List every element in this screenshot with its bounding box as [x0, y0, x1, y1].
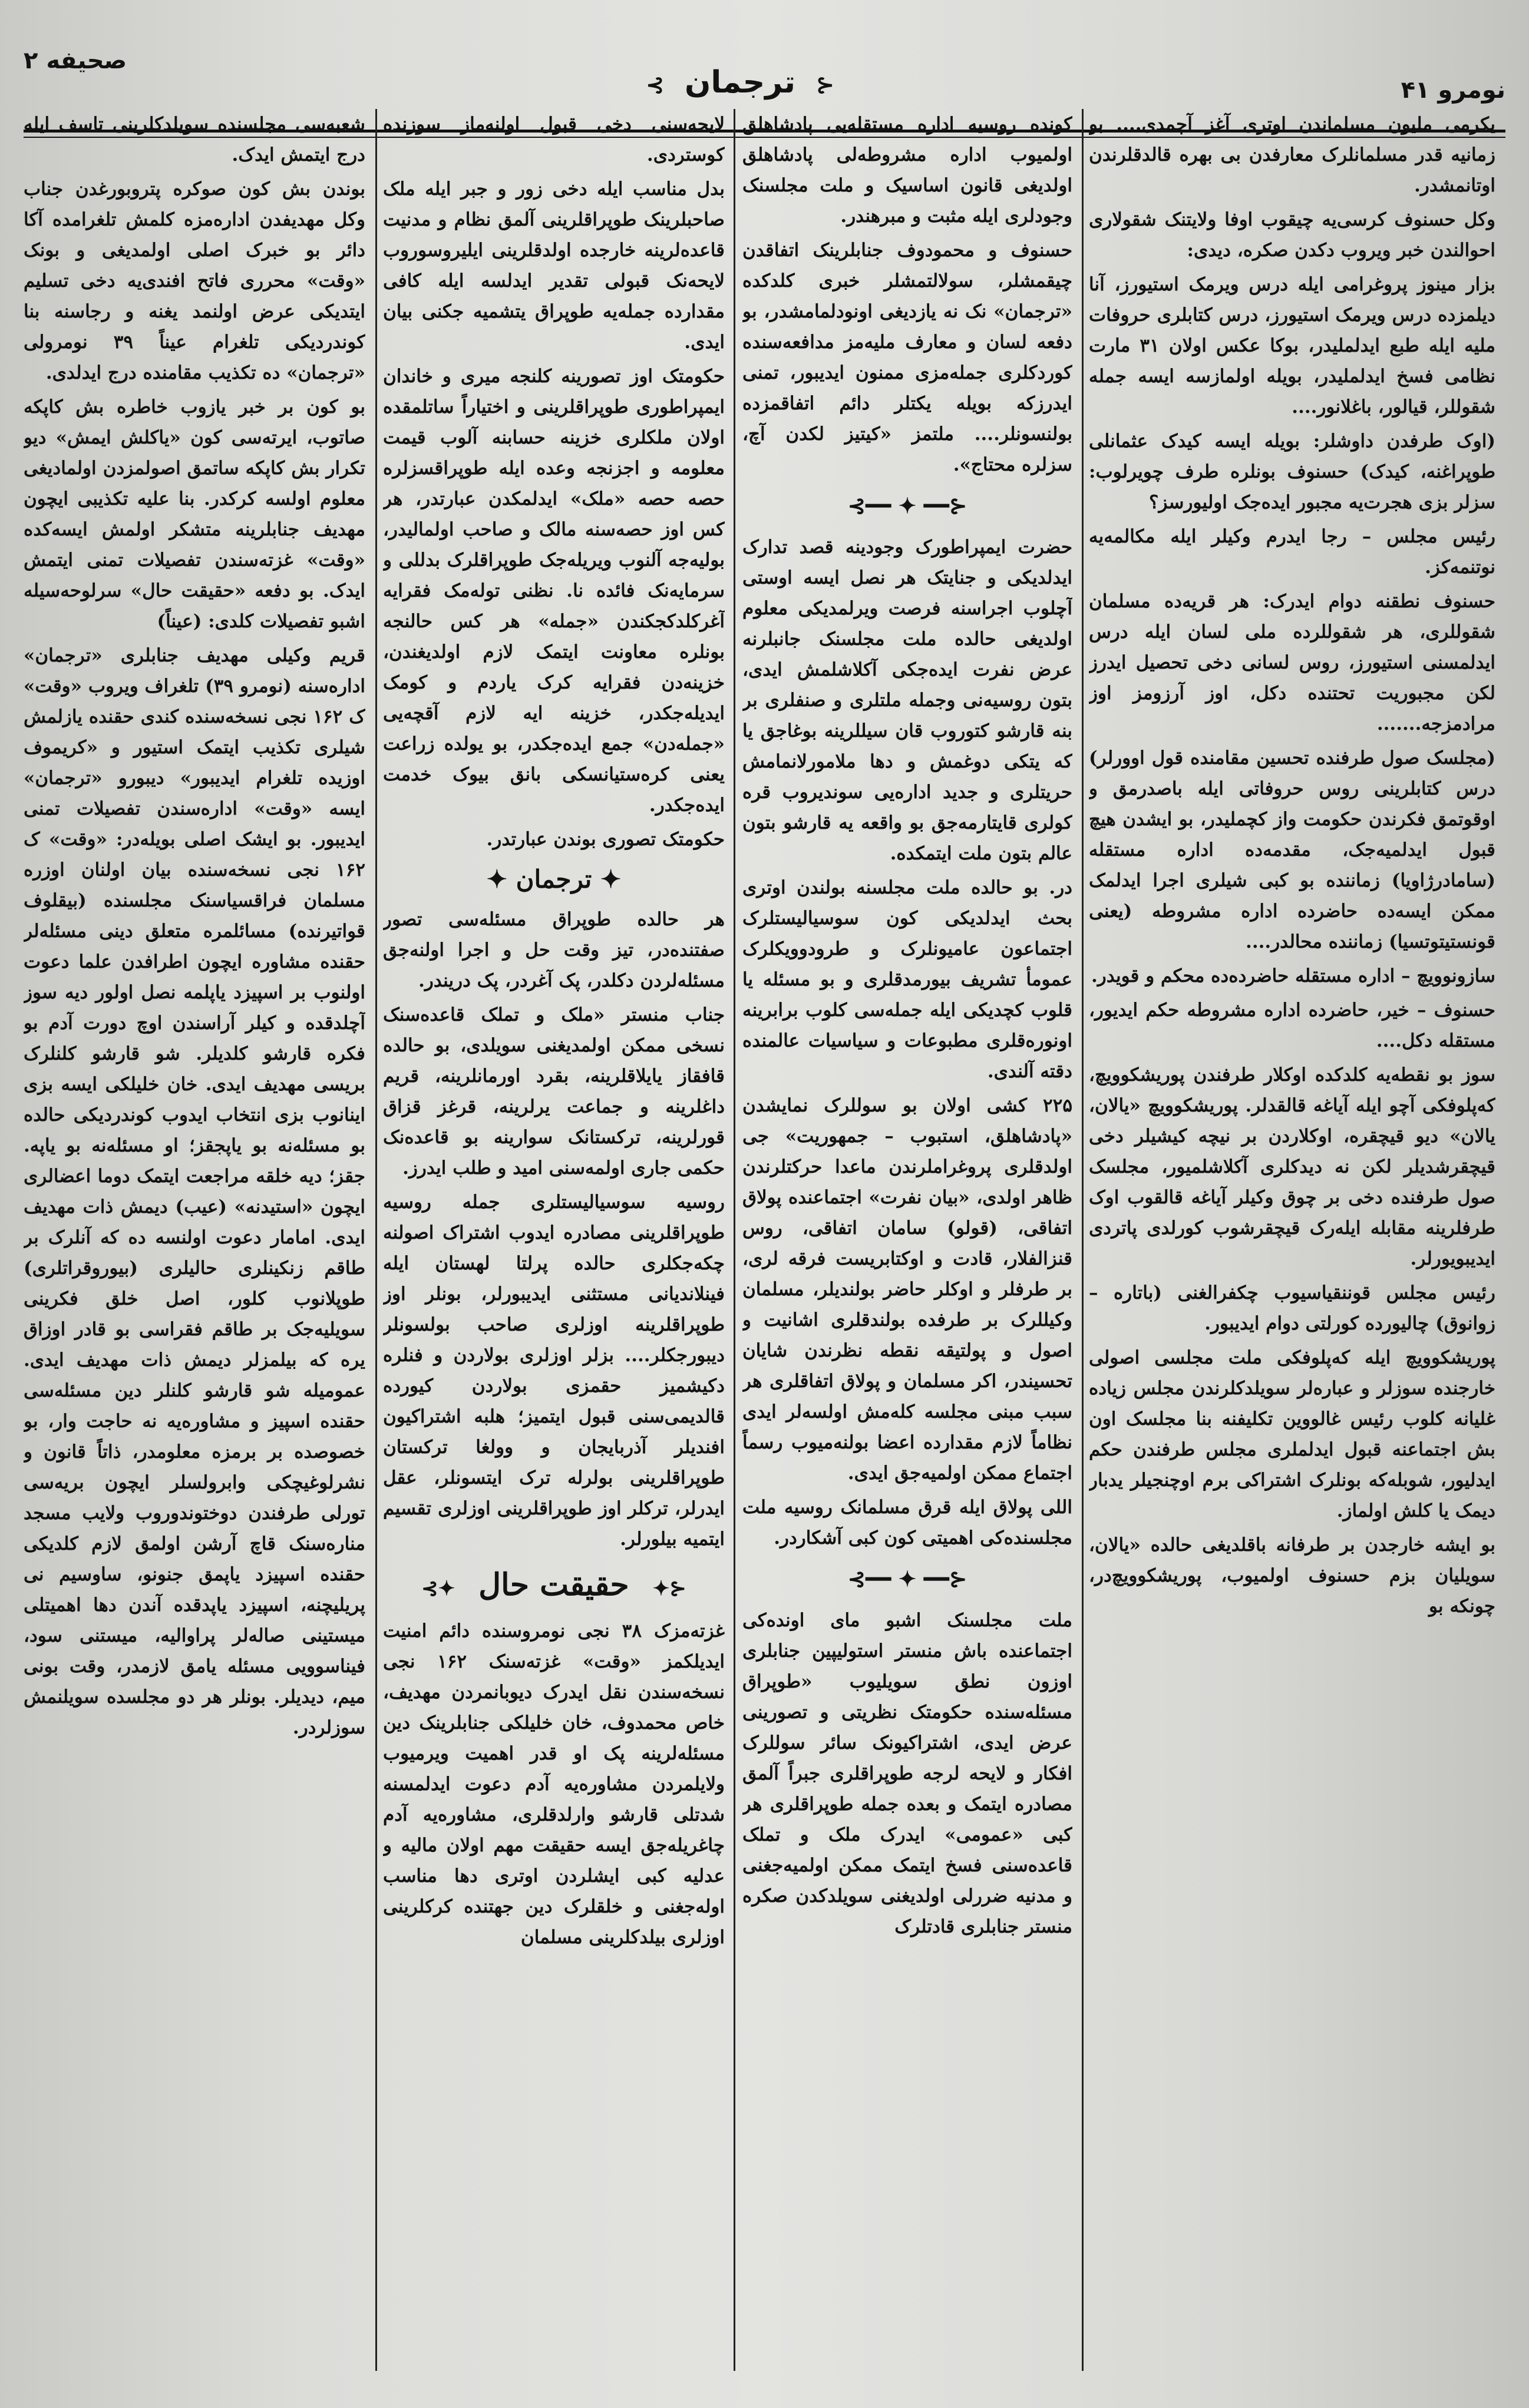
paragraph: پوریشکوویچ ایله که‌پلوفکی ملت مجلسی اصولی خارجنده سوزلر و عبارەلر سویلدکلرندن مجلس زیاده غلیانه کلوب رئیس غالووین تکلیفنه بنا مجلسک اون بش اجتماعنه قبول ایدلملری مجلس طرفندن حکم ایدلیور، شوبلەکه بونلرک اشتراکی برم اوچنجیلر یدبار دیمک یا کلش اولماز. — [1089, 1347, 1495, 1521]
paragraph: حسنوف نطقنه دوام ایدرک: هر قریه‌ده مسلمان شقوللری، هر شقوللرده ملی لسان ایله درس ایدلمسنی استیورز، روس لسانی دخی تحصیل ایدرز لکن مجبوریت تحتنده دکل، اوز آرزومز اوز مرادمزجه....... — [1089, 591, 1495, 735]
paragraph: بوندن بش کون صوکره پتروبورغدن جناب وکل مهدیفدن ادارەمزه کلمش تلغرامده آکا دائر بو خبرک اصلی اولمدیغی و بونک «وقت» محرری فاتح افندی‌یه دخی تسلیم ایتدیکی عرض اولنمد یغنه و رجاسنه بنا کوندردیکی تلغرام عیناً ۳۹ نومرولی «ترجمان» ده تکذیب مقامنده درج ایدلدی. — [24, 178, 365, 383]
page-label: صحیفه ۲ — [24, 47, 127, 74]
separator-ornament-icon: ⊰━━ ✦ ━━⊱ — [847, 494, 967, 518]
paragraph: حسنوف و محمودوف جنابلرینک اتفاقدن چیقمشلر، سولالتمشلر خبری کلدکده «ترجمان» نک نه یازدیغی اونودلمامشدر، بو دفعه لسان و معارف ملیه‌مز مدافعه‌سنده کوردکلری جملەمزی ممنون ایدیبور، تمنی ایدرزکه بویله یکتلر دائم اتفاقمزده بولنسونلر.... ملتمز «کیتیز لکدن آچ، سزلره محتاج». — [742, 240, 1072, 475]
paragraph: هر حالده طوپراق مسئلەسی تصور صفتنده‌در، تیز وقت حل و اجرا اولنه‌جق مسئلەلردن دکلدر، پک آغردر، پک دریندر. — [383, 909, 725, 991]
paragraph: لایحەسنی دخی قبول اولنه‌ماز سوزنده کوستردی. — [383, 114, 725, 166]
paragraph: روسیه سوسیالیستلری جمله روسیه طوپراقلرینی مصادره ایدوب اشتراک اصولنه چکەجکلری حالده پرلتا لهستان ایله فینلاندیانی مستثنی ایدیبورلر، بونلر اوز طوپراقلرینه اوزلری صاحب بولسونلر دیبورجکلر.... بزلر اوزلری بولاردن و فنلره دکیشمیز حقمزی بولاردن کیورده قالدیمی‌سنی قبول ایتمیز؛ هلبه اشتراکیون افندیلر آذربایجان و وولغا ترکستان طوپراقلرینی بولرله ترک ایتسونلر، عقل ایدرلر، ترکلر اوز طوپراقلرینی اوزلری تقسیم ایتمیه بیلورلر. — [383, 1192, 725, 1550]
paragraph: رئیس مجلس – رجا ایدرم وکیلر ایله مکالمه‌یه نوتنمه‌کز. — [1089, 526, 1495, 578]
column-3 — [383, 109, 725, 2371]
ornament-icon: ✦ — [592, 865, 622, 894]
paragraph: بدل مناسب ایله دخی زور و جبر ایله ملک صاحبلرینک طوپراقلرینی آلمق نظام و مدنیت قاعده‌لرینه خارجده اولدقلرینی ایلیروسوروب لایحەنک قبولی تقدیر ایدلسه ایله کافی مقدارده جملەیه طوپراق یتشمیه جکنی بیان ایدی. — [383, 178, 725, 353]
paragraph: جناب منستر «ملک و تملک قاعده‌سنک نسخی ممکن اولمدیغنی سویلدی، بو حالده قافقاز یایلاقلرینه، بقرد اورمانلرینه، قریم داغلرینه و جماعت یرلرینه، قرغز قزاق قورلرینه، ترکستانک سوارینه بو قاعدەنک حکمی جاری اولمه‌سنی امید و طلب ایدرز. — [383, 1004, 725, 1179]
paragraph: بو کون بر خبر یازوب خاطره بش کاپکه صاتوب، ایرتەسی کون «یاکلش ایمش» دیو تکرار بش کاپکه ساتمق اصولمزدن اولمادیغی معلوم اولسه کرکدر. بنا علیه تکذیبی ایچون مهدیف جنابلرینه متشکر اولمش ایسەکده «وقت» غزتەسندن تفصیلات تمنی ایتمش ایدک. بو دفعه «حقیقت حال» سرلوحەسیله اشبو تفصیلات کلدی: (عیناً) — [24, 396, 365, 632]
paragraph: کونده روسیه اداره مستقله‌یی پادشاهلق اولمیوب اداره مشروطه‌لی پادشاهلق اولدیغی قانون اساسیک و ملت مجلسنک وجودلری ایله مثبت و مبرهندر. — [742, 114, 1072, 227]
ornament-left-icon: ⊰✦ — [652, 1577, 686, 1600]
paragraph: حضرت ایمپراطورک وجودینه قصد تدارک ایدلدیکی و جنایتک هر نصل ایسه اوستی آچلوب اجراسنه فرصت ویرلمدیکی معلوم اولدیغی حالده ملت مجلسنک جانبلرنه عرض نفرت ایده‌جکی آکلاشلمش ایدی، بتون روسیه‌نی وجمله ملتلری و صنفلری بر بنه قارشو کتوروب قان سیللرینه بوغاجق یا که یتکی دوغمش و دها ملامورلانمامش حریتلری و جدید اداره‌یی سوندیروب قره کولری قایتارمه‌جق بو واقعه یه قارشو بتون عالم بتون ملت ایتمکده. — [742, 537, 1072, 864]
separator-ornament-icon: ⊰━━ ✦ ━━⊱ — [847, 1567, 967, 1592]
column-1 — [1089, 109, 1495, 2371]
subheading-block — [383, 864, 725, 895]
paragraph: در. بو حالده ملت مجلسنه بولندن اوتری بحث ایدلدیکی کون سوسیالیستلرک اجتماعون عامیونلرک و طرودوویکلرک عمومأ تشریف بیورمدقلری و بو مسئله یا قلوب کچدیکی ایله جملەسی کلوب برابرینه اونورەقلری مطبوعات و سیاسیات عالمنده دقته آلندی. — [742, 877, 1072, 1082]
column-2 — [742, 109, 1072, 2371]
column-divider — [734, 109, 735, 2371]
paragraph: سازونوویچ – اداره مستقله حاضرده‌ده محکم و قویدر. — [1091, 965, 1495, 987]
paragraph: (مجلسک صول طرفنده تحسین مقامنده قول اوورلر) درس کتابلرینی روس حروفاتی ایله باصدرمق و اوقوتمق فکرندن حکومت واز کچملیدر، بو ایشدن هیچ قبول ایدلمیه‌جک، مقدمه‌ده اداره مستقله (سامادرژاویا) زماننده بو کبی شیلری اجرا ایدلمک ممکن ایسه‌ده حاضرده اداره مشروطه (یعنی قونستیتوتسیا) زماننده محالدر.... — [1089, 747, 1495, 952]
section-heading: حقیقت حال — [478, 1567, 629, 1603]
ornament-right-icon: ⊱ — [646, 72, 665, 98]
paragraph: غزتەمزک ۳۸ نجی نومروسنده دائم امنیت ایدیلکمز «وقت» غزتەسنک ۱۶۲ نجی نسخەسندن نقل ایدرک دیوبانمردن مهدیف، خاص محمدوف، خان خلیلکی جنابلرینک دین مسئله‌لرینه پک او قدر اهمیت ویرمیوب ولایلمردن مشاورەیه آدم دعوت ایدلمسنه شدتلی قارشو وارلدقلری، مشاورەیه آدم چاغریلەجق ایسه حقیقت مهم اولان مالیه و عدلیه کبی ایشلردن اوتری دها مناسب اولەجغنی و خلقلرک دین جهتنده کرکلرینی اوزلری بیلدکلرینی مسلمان — [383, 1620, 725, 1948]
subheading: ترجمان — [516, 865, 592, 894]
paper-title: ترجمان — [684, 65, 796, 100]
section-heading-block — [383, 1567, 725, 1604]
ornament-icon: ✦ — [486, 865, 507, 894]
paragraph: سوز بو نقطه‌یه کلدکده اوکلار طرفندن پوریشکوویچ، که‌پلوفکی آچو ایله آیاغه قالقدلر. پوریشکوویچ «یالان، یالان» دیو قیچقره، اوکلاردن بر نیچه کیشیلر دخی قیچقرشدیلر لکن نه دیدکلری آکلاشلمیور، مجلسک صول طرفنده دخی بر چوق وکیلر آیاغه قالقوب اوک طرفلرینه مقابله ایله‌رک قیچقرشوب کورلدی پاتردی ایدیبویورلر. — [1089, 1064, 1495, 1269]
paragraph: ۲۲۵ کشی اولان بو سوللرک نمایشدن «پادشاهلق، استبوب – جمهوریت» جی اولدقلری پروغراملرندن ماعدا حرکتلرندن ظاهر اولدی، «بیان نفرت» اجتماعنده پولاق اتفاقی، (قولو) سامان اتفاقی، روس قنزالفلار، قادت و اوکتابریست فرقه لری، بر طرفلر و اوکلر حاضر بولندیلر، مسلمان وکیللرک بر طرفده بولندقلری اشانیت و اصول و پولتیقه نقطه نظرندن شایان تحسیندر، اکر مسلمان و پولاق اتفاقلری هر سبب مبنی مجلسه کله‌مش اولسه‌لر ایدی نظاماً لازم مقدارده اعضا بولنه‌میوب رسماً اجتماع ممکن اولمیه‌جق ایدی. — [742, 1095, 1072, 1484]
ornament-right-icon: ✦⊱ — [421, 1577, 455, 1600]
paper-title-block — [636, 65, 844, 100]
ornament-left-icon: ⊰ — [815, 72, 835, 98]
paragraph: اللی پولاق ایله قرق مسلمانک روسیه ملت مجلسنده‌کی اهمیتی کون کبی آشکاردر. — [742, 1497, 1072, 1549]
paragraph: وکل حسنوف کرسی‌یه چیقوب اوفا ولایتنک شقولاری احوالندن خبر ویروب دکدن صکره، دیدی: — [1089, 209, 1495, 261]
paragraph: بو ایشه خارجدن بر طرفانه باقلدیغی حالده «یالان، سویلیان بزم حسنوف اولمیوب، پوریشکوویچ‌در، چونکه بو — [1089, 1534, 1495, 1617]
paragraph: حکومتک اوز تصورینه کلنجه میری و خاندان ایمپراطوری طوپراقلرینی و اختیاراً ساتلمقده اولان ملکلری خزینه حسابنه آلوب قیمت معلومه و اجزنجه وعده ایله طوپراقسزلره حصه حصه «ملک» ایدلمکدن عبارتدر، هر کس اوز حصه‌سنه مالک و صاحب اولمالیدر، بولیه‌جه آلنوب ویریلەجک طوپراقلرک بدللی و سرمایەنک فائده نا. نظنی تولەمک فقرایه آغرکلدکجکندن «جمله» هر کس حالنجه بونلره معاونت ایتمک لازم اولدیغندن، خزینه‌دن فقرایه کرک یاردم و کومک ایدیلەجکدر، خزینه ایه لازم آقچەیی «جملەدن» جمع ایدەجکدر، بو یولده زراعت یعنی کرەستیانسکی بانق بیوک خدمت ایدەجکدر. — [383, 366, 725, 816]
issue-number: نومرو ۴۱ — [1401, 77, 1505, 104]
paragraph: یکرمی ملیون مسلماندن اوتری آغز آچمدی.... بو زمانیه قدر مسلمانلرک معارفدن بی بهره قالدقلرندن اوتانمشدر. — [1089, 114, 1495, 196]
paragraph: قریم وکیلی مهدیف جنابلری «ترجمان» ادارەسنه (نومرو ۳۹) تلغراف ویروب «وقت» ک ۱۶۲ نجی نسخەسنده کندی حقنده یازلمش شیلری تکذیب ایتمک استیور و «کریموف اوزیده تلغرام ایدیبور» دیبورو «ترجمان» ایسه «وقت» ادارەسندن تفصیلات تمنی ایدیبور. بو ایشک اصلی بویله‌در: «وقت» ک ۱۶۲ نجی نسخەسنده بیان اولنان اوزره مسلمان فراقسیاسنک مجلسنده (بیقلوف قواتیرنده) مسائلمره متعلق دینی مسئلەلر حقنده مشاوره ایچون اطرافدن علما دعوت اولنوب بر اسپیزد یاپلمه نصل اولور دیه سوز آچلدقده و کیلر آراسندن اوچ دورت آدم بو فکره قارشو کلدیلر. شو قارشو کلنلرک بریسی مهدیف ایدی. خان خلیلکی ایسه بزی اینانوب بزی انتخاب ایدوب کوندردیکی حالده بو مسئلەنه بو یاپجقز؛ او مسئلەنه بو یاپه. جقز؛ دیه خلقه مراجعت ایتمک دوما اعضالری ایچون «استیدنه» (عیب) دیمش ذات مهدیف ایدی. امامار دعوت اولنسه ده که آنلرک بر طاقم زنکینلری حالیلری (بیوروقراتلری) طوپلانوب کلور، اصل خلق فکرینی سویلیەجک بر طاقم فقراسی بو قادر اوزاق یره که بیلمزلر دیمش ذات مهدیف ایدی. عمومیله شو قارشو کلنلر دین مسئلەسی حقنده اسپیز و مشاوره‌یه نه حاجت وار، بو خصوصده بر برمزه معلومدر، ذاتاً قانون و نشرلوغیچکی وابرولسلر ایچون بریه‌سی تورلی طرفندن دوختوندوروب ولایب مسجد منارەسنک قاچ آرشن اولمق لازم کلدیکی حقنده اسپیزد یاپمق جنونو، ساوسیم نی پریلیچنه، اسپیزد یاپدقده آندن دها اهمیتلی میستینی صالەلر پراوالیه، میستنی سود، فیناسوویی مسئله یامق لازمدر، وقت بونی میم، دیدیلر. بونلر هر دو مجلسده سویلنمش سوزلردر. — [24, 645, 365, 1738]
paragraph: (اوک طرفدن داوشلر: بویله ایسه کیدک عثمانلی طوپراغنه، کیدک) حسنوف بونلره طرف چویرلوب: سزلر بزی هجرت‌یه مجبور ایدەجک اولیورسز؟ — [1089, 431, 1495, 513]
paragraph: رئیس مجلس قوننقیاسیوب چکفرالغنی (باتاره – زوانوق) چالیورده کورلتی دوام ایدیبور. — [1089, 1282, 1495, 1334]
paragraph: حکومتک تصوری بوندن عبارتدر. — [486, 829, 725, 850]
paragraph: شعبه‌سی مجلسنده سویلدکلرینی تاسف ایله درج ایتمش ایدک. — [24, 114, 365, 166]
paragraph: حسنوف – خیر، حاضرده اداره مشروطه حکم ایدیور، مستقله دکل.... — [1089, 1000, 1495, 1051]
column-divider — [375, 109, 377, 2371]
column-divider — [1082, 109, 1084, 2371]
paragraph: ملت مجلسنک اشبو مای اونده‌کی اجتماعنده باش منستر استولیپین جنابلری اوزون نطق سویلیوب «طوپراق مسئله‌سنده حکومتک نظریتی و تصورینی عرض ایدی، اشتراکیونک سائر سوللرک افکار و لایحه لرجه طوپراقلری جبراً آلمق مصادره ایتمک و بعده جمله طوپراقلری هر کبی «عمومی» ایدرک ملک و تملک قاعده‌سنی فسخ ایتمک ممکن اولمیه‌جغنی و مدنیه ضررلی اولدیغنی سویلدکدن صکره منستر جنابلری قادتلرک — [742, 1610, 1072, 1937]
column-4 — [24, 109, 365, 2371]
paragraph: بزار مینوز پروغرامی ایله درس ویرمک استیورز، آنا دیلمزده درس ویرمک استیورز، درس کتابلری حروفات ملیه ایله طبع ایدلملیدر، بوکا عکس اولان ۳۱ مارت نظامی فسخ ایدلملیدر، بویله اولمازسه ایسه جمله شقوللر، قیالور، باغلانور.... — [1089, 274, 1495, 418]
